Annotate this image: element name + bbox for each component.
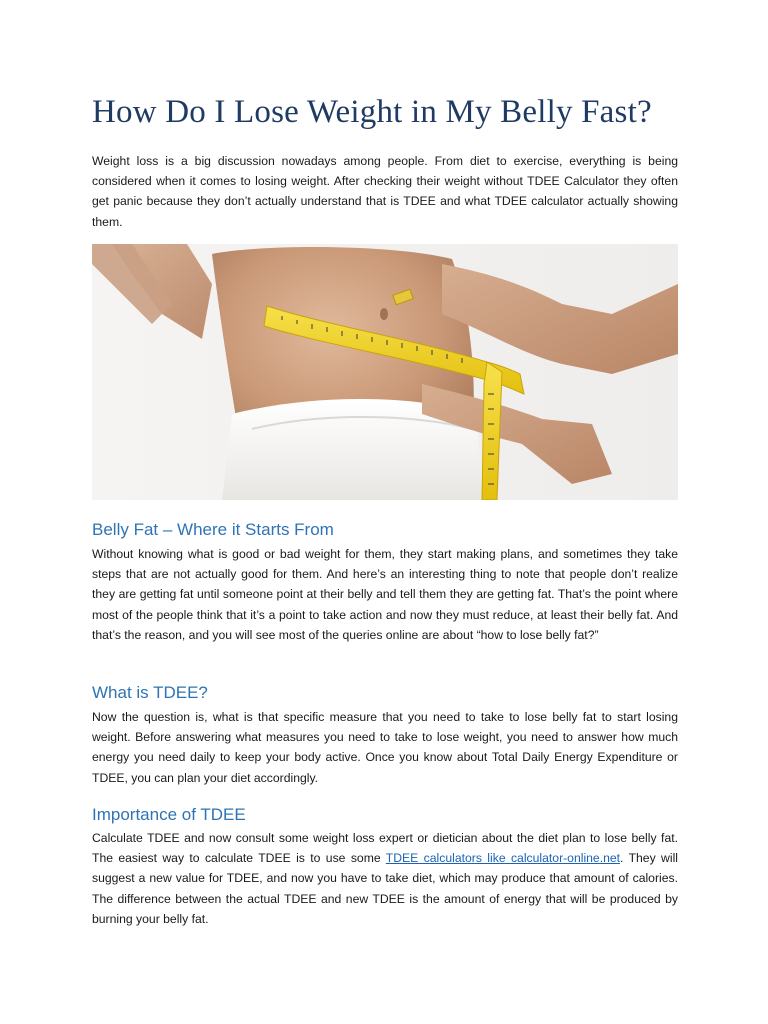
waist-measuring-tape-photo	[92, 244, 678, 500]
section-heading-importance-of-tdee: Importance of TDEE	[92, 805, 246, 824]
importance-text-after-link: . They will suggest a new value for TDEE, and now you have to take diet, which may produce that amount of calories. The difference between the actual TDEE and new TDEE is the amount of energy that will be produced by burning your belly fat.	[92, 851, 678, 926]
article-title: How Do I Lose Weight in My Belly Fast?	[92, 94, 652, 130]
section-body-what-is-tdee: Now the question is, what is that specific measure that you need to take to lose belly fat to start losing weight. Before answering what measures you need to take to lose weight, you need to answer how much energy you need daily to keep your body active. Once you know about Total Daily Energy Expenditure or TDEE, you can plan your diet accordingly.	[92, 710, 678, 785]
section-heading-belly-fat: Belly Fat – Where it Starts From	[92, 520, 334, 539]
tdee-calculator-link[interactable]: TDEE calculators like calculator-online.net	[385, 851, 621, 866]
intro-paragraph: Weight loss is a big discussion nowadays among people. From diet to exercise, everything is being considered when it comes to losing weight. After checking their weight without TDEE Calculator they often get panic because they don’t actually understand that is TDEE and what TDEE calculator actually showing them.	[92, 154, 678, 229]
section-body-importance-of-tdee	[92, 828, 678, 929]
importance-text-before-link: Calculate TDEE and now consult some weight loss expert or dietician about the diet plan to lose belly fat. The easiest way to calculate TDEE is to use some	[92, 831, 678, 866]
section-heading-what-is-tdee: What is TDEE?	[92, 683, 208, 702]
section-body-belly-fat: Without knowing what is good or bad weight for them, they start making plans, and sometimes they take steps that are not actually good for them. And here’s an interesting thing to note that people don’t realize they are getting fat until someone point at their belly and tell them they are getting fat. That’s the point where most of the people think that it’s a point to take action and now they must reduce, at least their belly fat. And that’s the reason, and you will see most of the queries online are about “how to lose belly fat?”	[92, 547, 678, 642]
